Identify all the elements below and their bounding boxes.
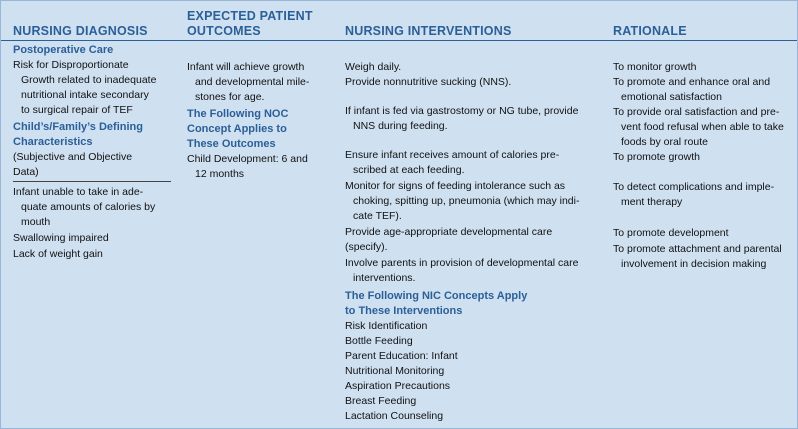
rationale-line: foods by oral route: [621, 136, 708, 148]
characteristics-line: Characteristics: [13, 136, 93, 148]
rationale-line: emotional satisfaction: [621, 91, 722, 103]
header-rationale: RATIONALE: [613, 24, 687, 38]
rationale-line: To detect complications and imple-: [613, 181, 775, 193]
item-line: Infant unable to take in ade-: [13, 186, 144, 198]
noc-heading: [187, 107, 332, 152]
outcome-statement: [187, 60, 332, 105]
diagnosis-item: Lack of weight gain: [13, 248, 103, 260]
rationale-line: ment therapy: [621, 196, 683, 208]
intervention-line: Monitor for signs of feeding intolerance such as: [345, 180, 566, 192]
nic-item: Risk Identification: [345, 320, 428, 332]
diagnosis-title: Postoperative Care: [13, 44, 114, 56]
rationale-item: [613, 242, 791, 272]
rationale-item: To monitor growth: [613, 61, 697, 73]
diagnosis-risk-statement: [13, 58, 171, 118]
nic-item: Lactation Counseling: [345, 410, 444, 422]
intervention-line: cate TEF).: [353, 210, 402, 222]
rationale-item: To promote development: [613, 227, 729, 239]
nic-heading-line: to These Interventions: [345, 305, 463, 317]
header-expected-outcomes-line1: EXPECTED PATIENT: [187, 9, 313, 23]
nic-item: Aspiration Precautions: [345, 380, 451, 392]
diagnosis-item: [13, 185, 171, 230]
intervention-item: [345, 256, 589, 286]
interventions-column: [345, 60, 589, 424]
intervention-line: Involve parents in provision of developmental care: [345, 257, 579, 269]
risk-line: nutritional intake secondary: [21, 89, 149, 101]
header-nursing-diagnosis: NURSING DIAGNOSIS: [13, 24, 148, 38]
intervention-item: [345, 179, 589, 224]
rationale-item: [613, 105, 791, 150]
outcomes-column: [187, 60, 332, 182]
subjective-line: Data): [13, 166, 39, 178]
intervention-line: If infant is fed via gastrostomy or NG tube, provide: [345, 105, 579, 117]
intervention-line: NNS during feeding.: [353, 120, 448, 132]
risk-line: to surgical repair of TEF: [21, 104, 133, 116]
outcome-line: stones for age.: [195, 91, 265, 103]
rationale-line: involvement in decision making: [621, 258, 767, 270]
nic-heading-line: The Following NIC Concepts Apply: [345, 290, 528, 302]
intervention-item: Weigh daily.: [345, 61, 402, 73]
risk-line: Growth related to inadequate: [21, 74, 157, 86]
rationale-line: To promote attachment and parental: [613, 243, 782, 255]
noc-item-line: 12 months: [195, 168, 245, 180]
defining-characteristics-heading: [13, 120, 171, 150]
intervention-line: interventions.: [353, 272, 416, 284]
noc-item: [187, 152, 332, 182]
subjective-objective-label: [13, 150, 171, 182]
characteristics-line: Child’s/Family’s Defining: [13, 121, 143, 133]
nic-item: Breast Feeding: [345, 395, 417, 407]
risk-line: Risk for Disproportionate: [13, 59, 129, 71]
rationale-line: To provide oral satisfaction and pre-: [613, 106, 780, 118]
intervention-item: Provide age-appropriate developmental care (specify).: [345, 226, 553, 253]
rationale-column: [613, 60, 791, 272]
intervention-item: [345, 148, 589, 178]
noc-heading-line: These Outcomes: [187, 138, 276, 150]
rationale-item: To promote growth: [613, 151, 700, 163]
noc-heading-line: Concept Applies to: [187, 123, 287, 135]
outcome-line: Infant will achieve growth: [187, 61, 305, 73]
rationale-line: vent food refusal when able to take: [621, 121, 784, 133]
diagnosis-item: Swallowing impaired: [13, 232, 109, 244]
intervention-line: scribed at each feeding.: [353, 164, 465, 176]
subjective-line: (Subjective and Objective: [13, 151, 133, 163]
intervention-item: [345, 104, 589, 134]
diagnosis-column: [13, 43, 171, 262]
intervention-item: Provide nonnutritive sucking (NNS).: [345, 76, 512, 88]
noc-heading-line: The Following NOC: [187, 108, 289, 120]
rationale-item: [613, 75, 791, 105]
nic-item: Nutritional Monitoring: [345, 365, 445, 377]
noc-item-line: Child Development: 6 and: [187, 153, 308, 165]
nic-item: Bottle Feeding: [345, 335, 413, 347]
rationale-item: [613, 180, 791, 210]
nic-heading: [345, 289, 589, 319]
header-expected-outcomes-line2: OUTCOMES: [187, 24, 261, 38]
header-nursing-interventions: NURSING INTERVENTIONS: [345, 24, 512, 38]
nic-item: Parent Education: Infant: [345, 350, 458, 362]
nic-list: [345, 319, 589, 424]
intervention-line: Ensure infant receives amount of calories pre-: [345, 149, 560, 161]
item-line: quate amounts of calories by: [21, 201, 156, 213]
outcome-line: and developmental mile-: [195, 76, 310, 88]
rationale-line: To promote and enhance oral and: [613, 76, 771, 88]
table-header-row: [1, 1, 797, 41]
item-line: mouth: [21, 216, 51, 228]
intervention-line: choking, spitting up, pneumonia (which may indi-: [353, 195, 580, 207]
